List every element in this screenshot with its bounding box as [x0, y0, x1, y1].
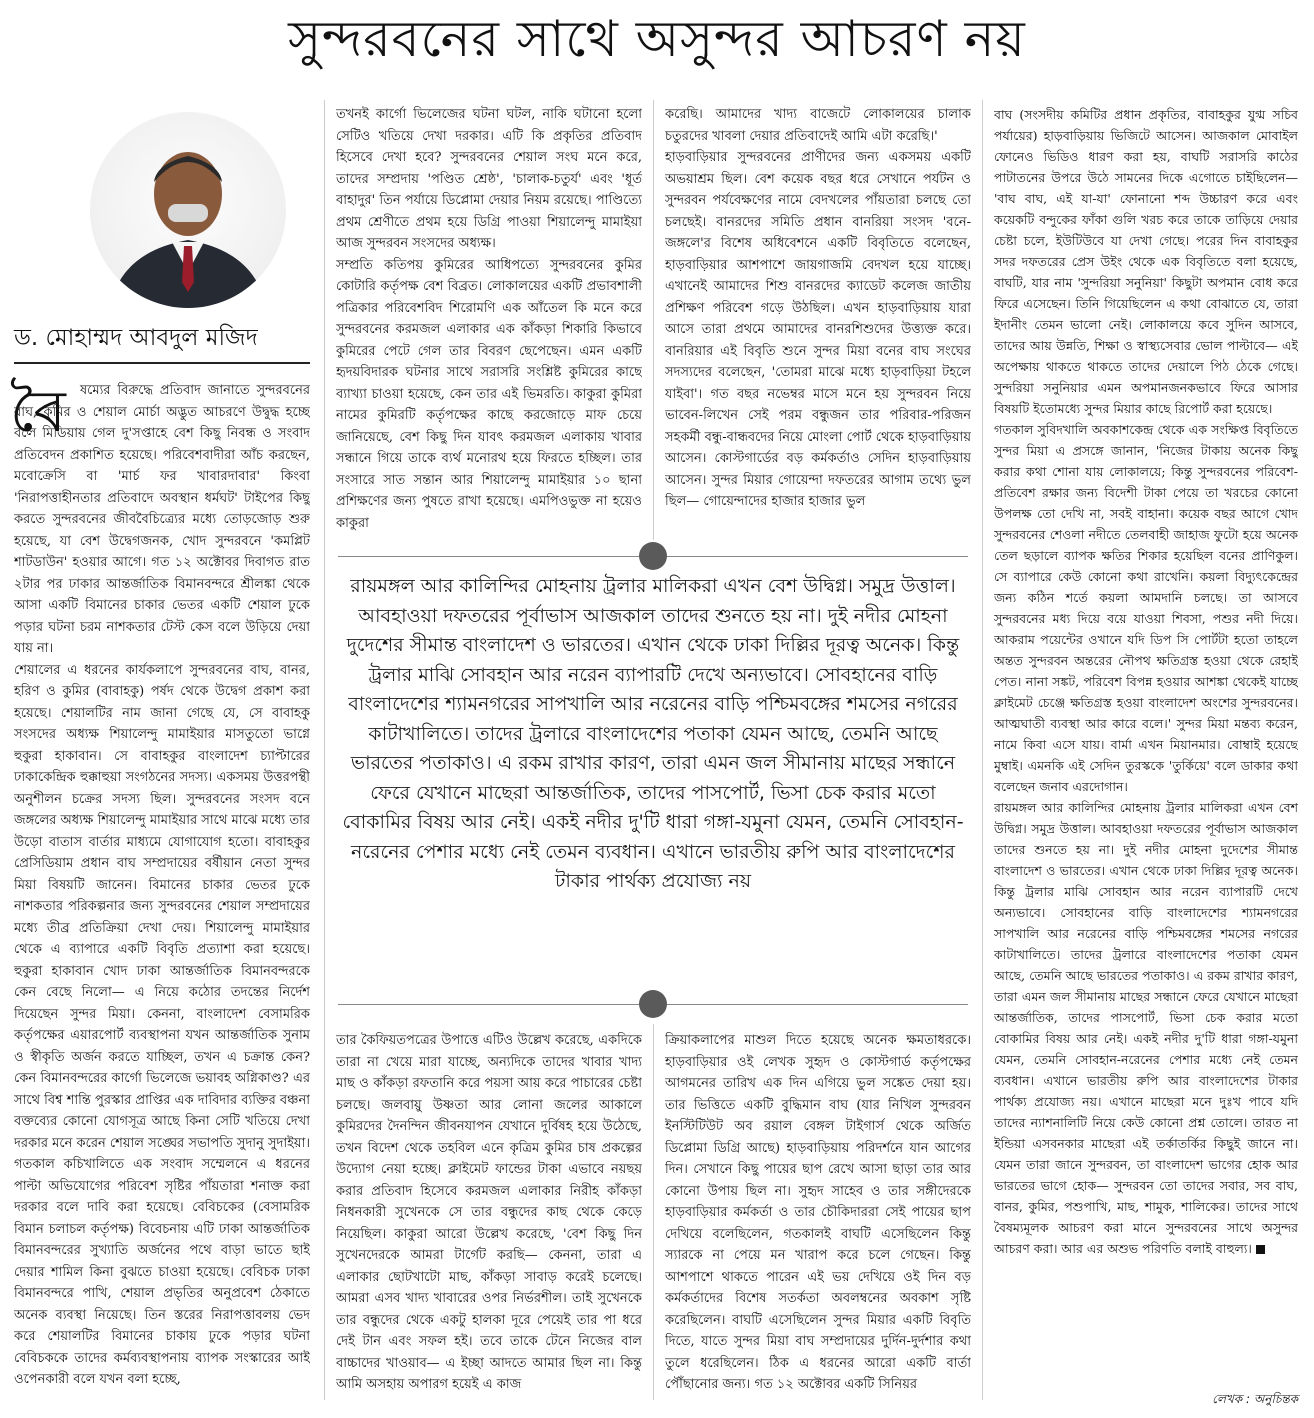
column-2-bottom: [336, 1030, 642, 1402]
c1-paragraph-2: শেয়ালের এ ধরনের কার্যকলাপে সুন্দরবনের বাঘ, বানর, হরিণ ও কুমির (বাবাহকু) পর্ষদ থেকে উদ্বেগ প্রকাশ করা হয়েছে। শেয়ালটির নাম জানা গেছে যে, সে বাবাহকু সংসদের অধ্যক্ষ শিয়ালেন্দু মামাইয়ার মাসতুতো ভাগ্নে হুকুরা হাকাবান। সে বাবাহকুর বাংলাদেশ চ্যাপ্টারের ঢাকাকেন্দ্রিক হুক্কাহুয়া সংগঠনের সদস্য। একসময় উত্তরপন্থী অনুশীলন চক্রের সদস্য ছিল। সুন্দরবনের সংসদ বনে জঙ্গলের অধ্যক্ষ শিয়ালেন্দু মামাইয়ার সাথে মাঝে মধ্যে তার উড়ো বাতাস বার্তার মাধ্যমে যোগাযোগ হতো। বাবাহকুর প্রেসিডিয়াম প্রধান বাঘ সম্প্রদায়ের বর্ষীয়ান নেতা সুন্দর মিয়া বিষয়টি জানেন। বিমানের চাকার ভেতর ঢুকে নাশকতার পরিকল্পনার জন্য সুন্দরবনের শেয়াল সম্প্রদায়ের মধ্যে তীব্র প্রতিক্রিয়া দেখা দেয়। শিয়ালেন্দু মামাইয়ার থেকে এ ব্যাপারে একটি বিবৃতি প্রত্যাশা করা হয়েছে। হুকুরা হাকাবান খোদ ঢাকা আন্তর্জাতিক বিমানবন্দরকে কেন বেছে নিলো— এ নিয়ে কঠোর তদন্তের নির্দেশ দিয়েছেন সুন্দর মিয়া। কেননা, বাংলাদেশ বেসামরিক কর্তৃপক্ষের এয়ারপোর্ট ব্যবস্থাপনা যখন আন্তর্জাতিক সুনাম ও স্বীকৃতি অর্জন করতে যাচ্ছিল, তখন এ চক্রান্ত কেন? কেন বিমানবন্দরের কার্গো ভিলেজে ভয়াবহ অগ্নিকাণ্ড? এর সাথে বিশ্ব শান্তি পুরস্কার প্রাপ্তির এক দাবিদার ব্যক্তির বঞ্চনা বক্তব্যের কোনো যোগসূত্র আছে কিনা সেটি খতিয়ে দেখা দরকার মনে করেন শেয়াল সঙ্ঘের সভাপতি সুদানু সুদাইয়া। গতকাল কচিখালিতে এক সংবাদ সম্মেলনে এ ধরনের পাল্টা অভিযোগের পরিবেশ সৃষ্টির পাঁয়তারা শনাক্ত করা দরকার বলে দাবি করা হয়েছে। বেবিচকের (বেসামরিক বিমান চলাচল কর্তৃপক্ষ) বিবেচনায় এটি ঢাকা আন্তর্জাতিক বিমানবন্দরের সুখ্যাতি অর্জনের পথে বাড়া ভাতে ছাই দেয়ার শামিল কিনা বুঝতে চাওয়া হয়েছে। বেবিচক ঢাকা বিমানবন্দরে পাখি, শেয়াল প্রভৃতির অনুপ্রবেশ ঠেকাতে অনেক ব্যবস্থা নিয়েছে। তিন স্তরের নিরাপত্তাবলয় ভেদ করে শেয়ালটির বিমানের চাকায় ঢুকে পড়ার ঘটনা বেবিচককে তাদের কর্মব্যবস্থাপনায় ব্যাপক সংস্কারের আই ওপেনকারী বলে যখন বলা হচ্ছে,: [14, 662, 310, 1387]
column-4: [994, 104, 1298, 1386]
column-separator: [982, 100, 983, 1400]
c2-top-paragraph-2: সম্প্রতি কতিপয় কুমিরের আধিপত্যে সুন্দরবনের কুমির কোটারি কর্তৃপক্ষ বেশ বিব্রত। লোকালয়ের একটি প্রভাবশালী পত্রিকার পরিবেশবিদ শিরোমণি এক আঁতেল কি মনে করে সুন্দরবনের করমজল এলাকার এক কাঁকড়া শিকারি কিভাবে কুমিরের পেটে গেল তার বিবরণ ছেপেছেন। এমন একটি হৃদয়বিদারক ঘটনার সাথে সরাসরি সংশ্লিষ্ট কুমিরের কাছে ব্যাখ্যা চাওয়া হয়েছে, কেন তার এই ভিমরতি। কাকুরা কুমিরা নামের কুমিরটি কর্তৃপক্ষের কাছে করজোড়ে মাফ চেয়ে জানিয়েছে, বেশ কিছু দিন যাবৎ করমজল এলাকায় খাবার সন্ধানে গিয়ে তাকে ব্যর্থ মনোরথ হয়ে ফিরতে হচ্ছিল। তার সংসারে সাত সন্তান আর শিয়ালেন্দু মামাইয়ার ১০ ছানা প্রশিক্ষণের জন্য পুষতে রাখা হয়েছে। এমপিওভুক্ত না হয়েও কাকুরা: [336, 257, 642, 531]
pull-quote-top-dot: [639, 542, 667, 570]
column-separator: [324, 100, 325, 1400]
c4-paragraph-1: বাঘ (সংসদীয় কমিটির প্রধান প্রকৃতির, বাবাহকুর যুগ্ম সচিব পর্যায়ের) হাড়বাড়িয়ায় ভিজিটে আসেন। আজকাল মোবাইল ফোনেও ভিডিও ধারণ করা হয়, বাঘটি সরাসরি কাঠের পাটাতনের উপরে উঠে সামনের দিকে এগোতে চাইছিলেন— 'বাঘ বাঘ, এই যা-যা' ফোনানো শব্দ উচ্চারণ করে এবং কয়েকটি বন্দুকের ফাঁকা গুলি খরচ করে তাকে তাড়িয়ে দেয়ার চেষ্টা চলে, ইউটিউবে যা দেখা গেছে। পরের দিন বাবাহকুর সদর দফতরের প্রেস উইং থেকে এক বিবৃতিতে বলা হয়েছে, বাঘটি, যার নাম 'সুন্দরিয়া সনুনিয়া' কিছুটা অপমান বোধ করে ফিরে এসেছেন। তিনি গিয়েছিলেন এ কথা বোঝাতে যে, তারা ইদানীং তেমন ভালো নেই। লোকালয়ে কবে সুদিন আসবে, তাদের আয় উন্নতি, শিক্ষা ও স্বাস্থ্যসেবার ভোল পাল্টাবে— এই অপেক্ষায় থাকতে থাকতে তাদের দেয়ালে পিঠ ঠেকে গেছে। সুন্দরিয়া সনুনিয়ার এমন অপমানজনকভাবে ফিরে আসার বিষয়টি ইতোমধ্যে সুন্দর মিয়ার কাছে রিপোর্ট করা হয়েছে।: [994, 107, 1298, 416]
column-3-top: [665, 104, 971, 534]
author-rule: [14, 362, 310, 364]
drop-cap: বৈ: [10, 377, 66, 445]
c4-paragraph-3: [994, 797, 1298, 1259]
c4-paragraph-2: গতকাল সুবিদখালি অবকাশকেন্দ্র থেকে এক সংক্ষিপ্ত বিবৃতিতে সুন্দর মিয়া এ প্রসঙ্গে জানান, 'নিজের টাকায় অনেক কিছু করার কথা শোনা যায় লোকালয়ে; কিন্তু সুন্দরবনের পরিবেশ-প্রতিবেশ রক্ষার জন্য বিদেশী টাকা পেয়ে তা খরচের কোনো উপলক্ষ তো দেখি না, সবই বাহানা। কয়েক বছর আগে খোদ সুন্দরবনের শেওলা নদীতে তেলবাহী জাহাজ ফুটো হয়ে অনেক তেল ছড়ালে ব্যাপক ক্ষতির শিকার হয়েছিল বনের প্রাণিকুল। সে ব্যাপারে কেউ কোনো কথা রাখেনি। কয়লা বিদ্যুৎকেন্দ্রের জন্য কঠিন শর্তে কয়লা আমদানি চলছে। তা আসবে সুন্দরবনের মধ্য দিয়ে বয়ে যাওয়া শিবসা, পশুর নদী দিয়ে। আকরাম পয়েন্টের ওখানে যদি ডিপ সি পোর্টটা হতো তাহলে অন্তত সুন্দরবন অন্তরের নৌপথ ক্ষতিগ্রস্ত হওয়া থেকে রেহাই পেত। নানা সঙ্কট, পরিবেশ বিপন্ন হওয়ার আশঙ্কা থেকেই যাচ্ছে ক্লাইমেট চেঞ্জে ক্ষতিগ্রস্ত হওয়া বাংলাদেশ অংশের সুন্দরবনের। আত্মঘাতী ব্যবস্থা আর কারে বলে।' সুন্দর মিয়া মন্তব্য করেন, নামে কিবা এসে যায়। বার্মা এখন মিয়ানমার। বোম্বাই হয়েছে মুম্বাই। এমনকি এই সেদিন তুরস্ককে 'তুর্কিয়ে' বলে ডাকার কথা বলেছেন জনাব এরদোগান।: [994, 422, 1298, 794]
pull-quote: রায়মঙ্গল আর কালিন্দির মোহনায় ট্রলার মালিকরা এখন বেশ উদ্বিগ্ন। সমুদ্র উত্তাল। আবহাওয়া দফতরের পূর্বাভাস আজকাল তাদের শুনতে হয় না। দুই নদীর মোহনা দুদেশের সীমান্ত বাংলাদেশ ও ভারতের। এখান থেকে ঢাকা দিল্লির দূরত্ব অনেক। কিন্তু ট্রলার মাঝি সোবহান আর নরেন ব্যাপারটি দেখে অন্যভাবে। সোবহানের বাড়ি বাংলাদেশের শ্যামনগরের সাপখালি আর নরেনের বাড়ি পশ্চিমবঙ্গের শমসের নগরের কাটাখালিতে। তাদের ট্রলারে বাংলাদেশের পতাকা যেমন আছে, তেমনি আছে ভারতের পতাকাও। এ রকম রাখার কারণ, তারা এমন জল সীমানায় মাছের সন্ধানে ফেরে যেখানে মাছেরা আন্তর্জাতিক, তাদের পাসপোর্ট, ভিসা চেক করার মতো বোকামির বিষয় আর নেই। একই নদীর দু'টি ধারা গঙ্গা-যমুনা যেমন, তেমনি সোবহান-নরেনের পেশার মধ্যে নেই তেমন ব্যবধান। এখানে ভারতীয় রুপি আর বাংলাদেশের টাকার পার্থক্য প্রযোজ্য নয়: [342, 575, 964, 892]
end-mark-icon: [1256, 1245, 1265, 1254]
author-portrait-image: [90, 112, 286, 308]
column-2-top: [336, 104, 642, 534]
c1-paragraph-1: ষম্যের বিরুদ্ধে প্রতিবাদ জানাতে সুন্দরবনের বাঘ, কুমির ও শেয়াল মোর্চা অদ্ভুত আচরণে উদ্বুদ্ধ হচ্ছে বলে মিডিয়ায় গেল দু'সপ্তাহে বেশ কিছু নিবন্ধ ও সংবাদ প্রতিবেদন প্রকাশিত হয়েছে। পরিবেশবাদীরা আঁচ করছেন, মবোক্রেসি বা 'মার্চ ফর খাবারদাবার' কিংবা 'নিরাপত্তাহীনতার প্রতিবাদে অবস্থান ধর্মঘট' টাইপের কিছু করতে সুন্দরবনের জীববৈচিত্র্যের মধ্যে তোড়জোড় শুরু হয়েছে, যা বেশ উদ্বেগজনক, খোদ সুন্দরবনে 'কমপ্লিট শাটডাউন' হওয়ার আগে। গত ১২ অক্টোবর দিবাগত রাত ২টার পর ঢাকার আন্তর্জাতিক বিমানবন্দরে শ্রীলঙ্কা থেকে আসা একটি বিমানের চাকার ভেতর একটি শেয়াল ঢুকে পড়ার ঘটনা চরম নাশকতার টেস্ট কেস বলে উড়িয়ে দেয়া যায় না।: [14, 383, 310, 656]
c2-top-paragraph-1: তখনই কার্গো ভিলেজের ঘটনা ঘটল, নাকি ঘটানো হলো সেটিও খতিয়ে দেখা দরকার। এটি কি প্রকৃতির প্রতিবাদ হিসেবে দেখা হবে? সুন্দরবনের শেয়াল সংঘ মনে করে, তাদের সম্প্রদায় 'পণ্ডিত শ্রেষ্ঠ', 'চালাক-চতুর্য' এবং 'ধূর্ত বাহাদুর' তিন পর্যায়ে ডিপ্লোমা দেয়ার নিয়ম রয়েছে। পাণ্ডিত্যে প্রথম শ্রেণীতে প্রথম হয়ে ডিগ্রি পাওয়া শিয়ালেন্দু মামাইয়া আজ সুন্দরবন সংসদের অধ্যক্ষ।: [336, 107, 642, 251]
column-separator: [653, 100, 654, 540]
c2-bottom-paragraph-1: তার কৈফিয়তপত্রের উপাত্তে এটিও উল্লেখ করেছে, একদিকে তারা না খেয়ে মারা যাচ্ছে, অন্যদিকে তাদের খাবার খাদ্য মাছ ও কাঁকড়া রফতানি করে পয়সা আয় করে পাচারের চেষ্টা চলছে। জলবায়ু উষ্ণতা আর লোনা জলের আকালে কুমিরদের দৈনন্দিন জীবনযাপন যেখানে দুর্বিষহ হয়ে উঠেছে, তখন বিদেশ থেকে তহবিল এনে কৃত্রিম কুমির চাষ প্রকল্পের উদ্যোগ নেয়া হচ্ছে। ক্লাইমেট ফান্ডের টাকা এভাবে নয়ছয় করার প্রতিবাদ হিসেবে করমজল এলাকার নিরীহ কাঁকড়া নিধনকারী সুখেনকে সে তার বন্ধুদের কাছ থেকে কেড়ে নিয়েছিল। কাকুরা আরো উল্লেখ করেছে, 'বেশ কিছু দিন সুখেনদেরকে আমরা টার্গেট করছি— কেননা, তারা এ এলাকার ছোটখাটো মাছ, কাঁকড়া সাবাড় করেই চলেছে। আমরা এসব খাদ্য খাবারের ওপর নির্ভরশীল। তাই সুখেনকে তার বন্ধুদের থেকে একটু হালকা দূরে পেয়েই তার পা ধরে দেই টান এবং সফল হই। তবে তাকে টেনে নিজের বাল বাচ্চাদের খাওয়াব— এ ইচ্ছা আদতে আমার ছিল না। কিন্তু আমি অসহায় অপারগ হয়েই এ কাজ: [336, 1033, 642, 1392]
c3-top-paragraph-1: করেছি। আমাদের খাদ্য বাজেটে লোকালয়ের চালাক চতুরদের খাবলা দেয়ার প্রতিবাদেই আমি এটা করেছি।': [665, 107, 971, 144]
author-name: ড. মোহাম্মদ আবদুল মজিদ: [14, 325, 258, 351]
column-1: [14, 380, 310, 1400]
pull-quote-bottom-dot: [639, 990, 667, 1018]
author-photo: [90, 112, 286, 308]
c4-paragraph-3-text: রায়মঙ্গল আর কালিন্দির মোহনায় ট্রলার মালিকরা এখন বেশ উদ্বিগ্ন। সমুদ্র উত্তাল। আবহাওয়া দফতরের পূর্বাভাস আজকাল তাদের শুনতে হয় না। দুই নদীর মোহনা দুদেশের সীমান্ত বাংলাদেশ ও ভারতের। এখান থেকে ঢাকা দিল্লির দূরত্ব অনেক। কিন্তু ট্রলার মাঝি সোবহান আর নরেন ব্যাপারটি দেখে অন্যভাবে। সোবহানের বাড়ি বাংলাদেশের শ্যামনগরের সাপখালি আর নরেনের বাড়ি পশ্চিমবঙ্গের শমসের নগরের কাটাখালিতে। তাদের ট্রলারে বাংলাদেশের পতাকা যেমন আছে, তেমনি আছে ভারতের পতাকাও। এ রকম রাখার কারণ, তারা এমন জল সীমানায় মাছের সন্ধানে ফেরে যেখানে মাছেরা আন্তর্জাতিক, তাদের পাসপোর্ট, ভিসা চেক করার মতো বোকামির বিষয় আর নেই। একই নদীর দু'টি ধারা গঙ্গা-যমুনা যেমন, তেমনি সোবহান-নরেনের পেশার মধ্যে নেই তেমন ব্যবধান। এখানে ভারতীয় রুপি আর বাংলাদেশের টাকার পার্থক্য প্রযোজ্য নয়। এখানে মাছেরা মনে দুঃখ পাবে যদি তাদের ন্যাশনালিটি নিয়ে কেউ কোনো প্রশ্ন তোলে। তারত না ইন্ডিয়া এসবনকার মাছেরা এই তর্কাতর্কির কিছুই জানে না। যেমন তারা জানে সুন্দরবন, তা বাংলাদেশ ভাগের হোক আর ভারতের ভাগে হোক— সুন্দরবন তো তাদের সবার, সব বাঘ, বানর, কুমির, পশুপাখি, মাছ, শামুক, শালিকের। তাদের সাথে বৈষম্যমূলক আচরণ করা মানে সুন্দরবনের সাথে অসুন্দর আচরণ করা। আর এর অশুভ পরিণতি বলাই বাহুল্য।: [994, 800, 1298, 1256]
author-note: লেখক : অনুচিন্তক: [1212, 1392, 1298, 1406]
c3-bottom-paragraph-1: ক্রিয়াকলাপের মাশুল দিতে হয়েছে অনেক ক্ষমতাধরকে। হাড়বাড়িয়ার ওই লেখক সুহৃদ ও কোস্টগার্ড কর্তৃপক্ষের আগমনের তারিখ এক দিন এগিয়ে ভুল সঙ্কেত দেয়া হয়। তার ভিত্তিতে একটি বুদ্ধিমান বাঘ (যার নিখিল সুন্দরবন ইনস্টিটিউট অব রয়াল বেঙ্গল টাইগার্স থেকে অর্জিত ডিপ্লোমা ডিগ্রি আছে) হাড়বাড়িয়ায় পরিদর্শনে যান আগের দিন। সেখানে কিছু পায়ের ছাপ রেখে আসা ছাড়া তার আর কোনো উপায় ছিল না। সুহৃদ সাহেব ও তার সঙ্গীদেরকে হাড়বাড়িয়ার কর্মকর্তা ও তার চৌকিদাররা সেই পায়ের ছাপ দেখিয়ে বলেছিলেন, গতকালই বাঘটি এসেছিলেন কিন্তু স্যারকে না পেয়ে মন খারাপ করে চলে গেছেন। কিন্তু আশপাশে থাকতে পারেন এই ভয় দেখিয়ে ওই দিন বড় কর্মকর্তাদের বিশেষ সতর্কতা অবলম্বনের অবকাশ সৃষ্টি করেছিলেন। বাঘটি এসেছিলেন সুন্দর মিয়ার একটি বিবৃতি দিতে, যাতে সুন্দর মিয়া বাঘ সম্প্রদায়ের দুর্দিন-দুর্দশার কথা তুলে ধরেছিলেন। ঠিক এ ধরনের আরো একটি বার্তা পৌঁছানোর জন্য। গত ১২ অক্টোবর একটি সিনিয়র: [665, 1033, 971, 1392]
column-3-bottom: [665, 1030, 971, 1402]
headline: সুন্দরবনের সাথে অসুন্দর আচরণ নয়: [288, 10, 1026, 68]
c3-top-paragraph-2: হাড়বাড়িয়ার সুন্দরবনের প্রাণীদের জন্য একসময় একটি অভয়াশ্রম ছিল। বেশ কয়েক বছর ধরে সেখানে পর্যটন ও সুন্দরবন পর্যবেক্ষণের নামে বেদখলের পাঁয়তারা চলছে তো চলছেই। বানরদের সমিতি প্রধান বানরিয়া সংসদ 'বনে-জঙ্গলে'র বিশেষ অধিবেশনে একটি বিবৃতিতে বলেছেন, হাড়বাড়িয়ার আশপাশে জায়গাজমি বেদখল হয়ে যাচ্ছে। এখানেই আমাদের শিশু বানরদের ক্যাডেট কলেজ জাতীয় প্রশিক্ষণ পরিবেশ গড়ে উঠছিল। এখন হাড়বাড়িয়ায় যারা আসে তারা প্রথমে আমাদের বানরশিশুদের উত্ত্যক্ত করে। বানরিয়ার এই বিবৃতি শুনে সুন্দর মিয়া বনের বাঘ সংঘের সদস্যদের বলেছেন, 'তোমরা মাঝে মধ্যে হাড়বাড়িয়া টহলে যাইবা'। গত বছর নভেম্বর মাসে মনে হয় সুন্দরবন নিয়ে ভাবেন-লিখেন সেই পরম বন্ধুজন তার পরিবার-পরিজন সহকর্মী বন্ধু-বান্ধবদের নিয়ে মোংলা পোর্ট থেকে হাড়বাড়িয়ায় আসেন। কোস্টগার্ডের বড় কর্মকর্তাও সেদিন হাড়বাড়িয়ায় আসেন। সুন্দর মিয়ার গোয়েন্দা দফতরের আগাম তথ্যে ভুল ছিল— গোয়েন্দাদের হাজার হাজার ভুল: [665, 150, 971, 509]
column-separator: [653, 1024, 654, 1400]
